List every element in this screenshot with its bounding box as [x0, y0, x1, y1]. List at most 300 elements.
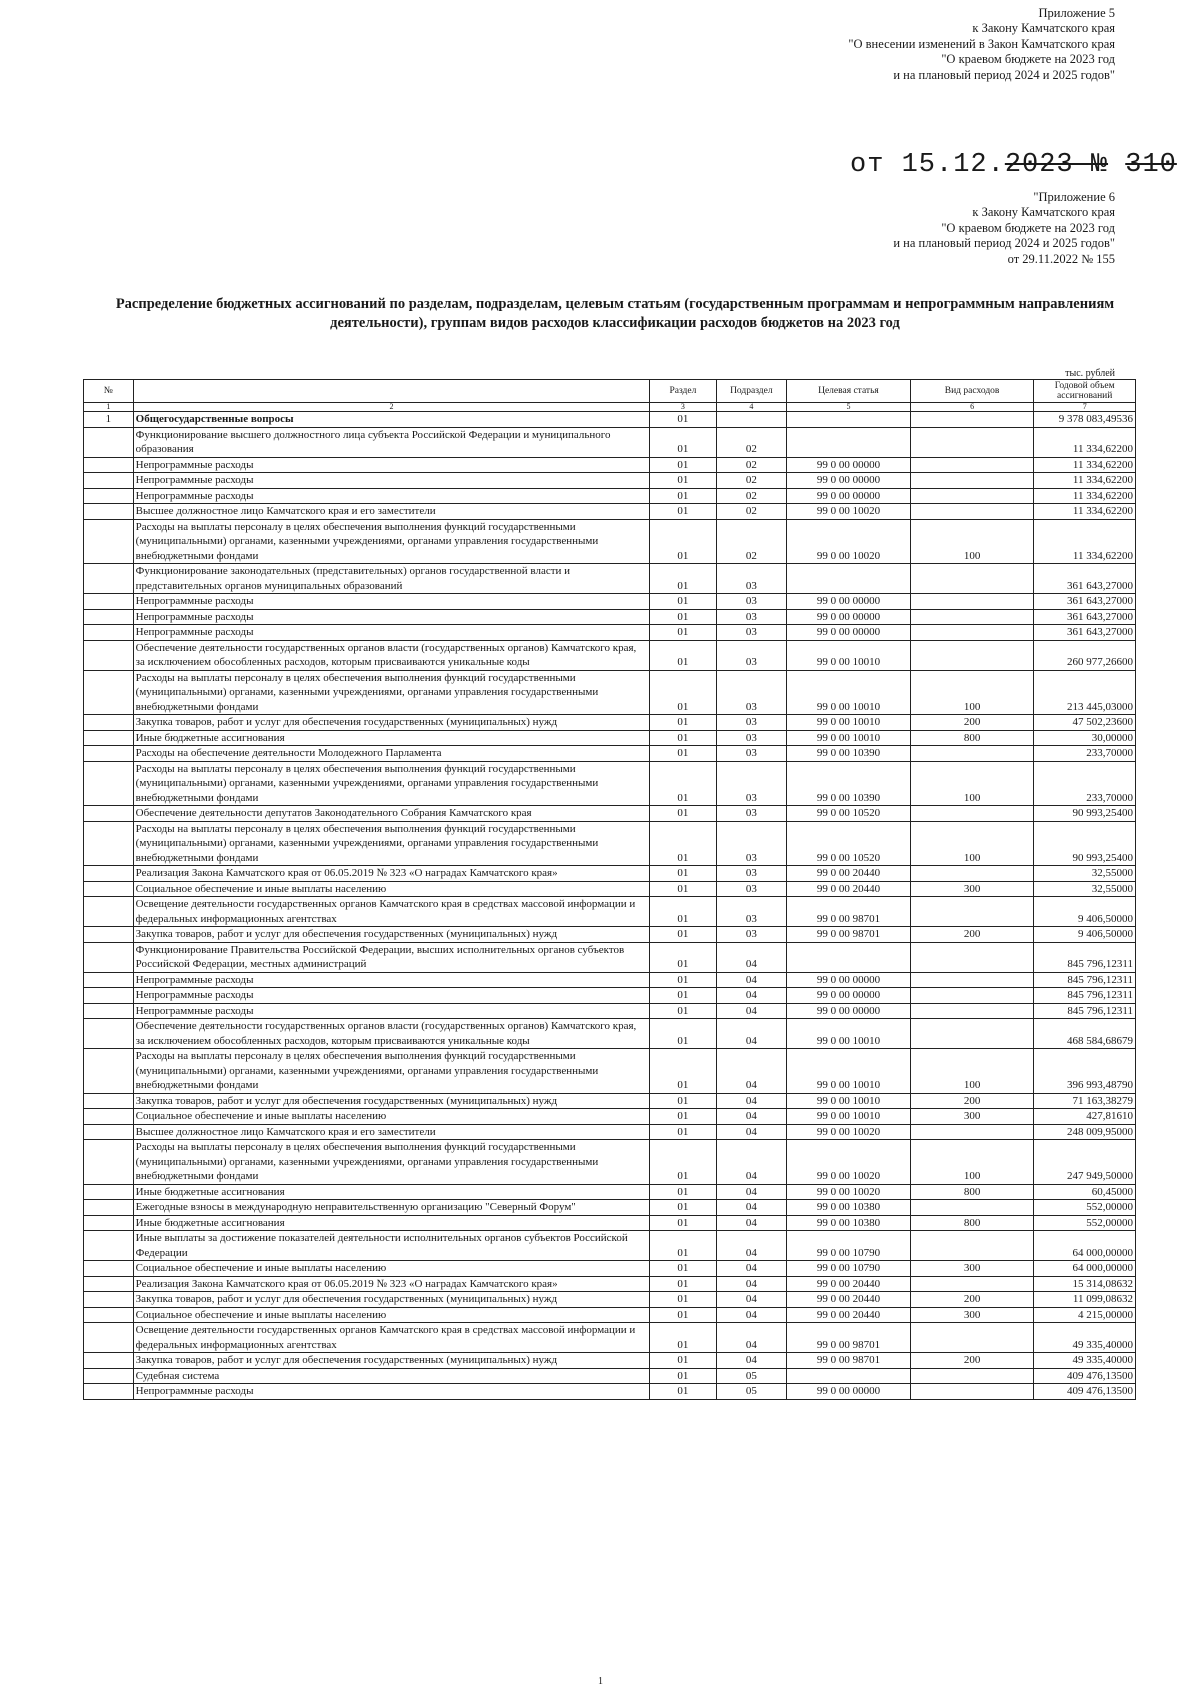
- row-amount: 32,55000: [1034, 881, 1136, 897]
- table-row: [84, 488, 1136, 504]
- row-number: [84, 1124, 134, 1140]
- row-name: Расходы на выплаты персоналу в целях обеспечения выполнения функций государственными (муниципальными) органами, казенными учреждениями, органами управления государственными внебюджетными фондами: [133, 670, 650, 715]
- row-subsection: 03: [716, 881, 787, 897]
- row-number: [84, 1276, 134, 1292]
- row-section: 01: [650, 594, 716, 610]
- row-expense-type: 200: [910, 1292, 1034, 1308]
- row-subsection: 02: [716, 488, 787, 504]
- row-subsection: 04: [716, 1140, 787, 1185]
- row-amount: 409 476,13500: [1034, 1368, 1136, 1384]
- table-row: [84, 1124, 1136, 1140]
- row-subsection: 03: [716, 625, 787, 641]
- row-name: Ежегодные взносы в международную неправительственную организацию "Северный Форум": [133, 1200, 650, 1216]
- table-row: [84, 988, 1136, 1004]
- table-row: [84, 1384, 1136, 1400]
- row-section: 01: [650, 972, 716, 988]
- row-target: 99 0 00 10790: [787, 1231, 911, 1261]
- row-amount: 247 949,50000: [1034, 1140, 1136, 1185]
- row-expense-type: 200: [910, 715, 1034, 731]
- row-expense-type: 200: [910, 1093, 1034, 1109]
- row-target: 99 0 00 20440: [787, 1307, 911, 1323]
- row-expense-type: [910, 1368, 1034, 1384]
- row-section: 01: [650, 881, 716, 897]
- row-amount: 552,00000: [1034, 1215, 1136, 1231]
- row-subsection: 04: [716, 1003, 787, 1019]
- row-subsection: 04: [716, 1276, 787, 1292]
- col-header-number: №: [84, 380, 134, 403]
- row-section: 01: [650, 427, 716, 457]
- col-header-expense-type: Вид расходов: [910, 380, 1034, 403]
- row-amount: 60,45000: [1034, 1184, 1136, 1200]
- row-number: [84, 1368, 134, 1384]
- row-subsection: 02: [716, 504, 787, 520]
- table-row: [84, 1140, 1136, 1185]
- row-number: [84, 1109, 134, 1125]
- row-subsection: 03: [716, 897, 787, 927]
- header-line: "Приложение 6: [1033, 190, 1115, 204]
- row-target: 99 0 00 00000: [787, 625, 911, 641]
- table-row: [84, 1353, 1136, 1369]
- table-row: [84, 881, 1136, 897]
- row-number: [84, 564, 134, 594]
- table-row: [84, 640, 1136, 670]
- table-row: [84, 1323, 1136, 1353]
- row-number: [84, 1184, 134, 1200]
- row-amount: 213 445,03000: [1034, 670, 1136, 715]
- table-row: [84, 625, 1136, 641]
- row-expense-type: [910, 488, 1034, 504]
- row-number: [84, 457, 134, 473]
- row-number: [84, 715, 134, 731]
- stamp-number: 310: [1125, 150, 1177, 180]
- row-section: 01: [650, 1093, 716, 1109]
- row-name: Непрограммные расходы: [133, 609, 650, 625]
- row-expense-type: [910, 412, 1034, 428]
- row-name: Закупка товаров, работ и услуг для обеспечения государственных (муниципальных) нужд: [133, 715, 650, 731]
- row-section: 01: [650, 488, 716, 504]
- row-target: 99 0 00 10010: [787, 1049, 911, 1094]
- row-section: 01: [650, 942, 716, 972]
- row-target: 99 0 00 00000: [787, 609, 911, 625]
- row-expense-type: 200: [910, 927, 1034, 943]
- row-subsection: 03: [716, 761, 787, 806]
- table-row: [84, 746, 1136, 762]
- row-target: 99 0 00 00000: [787, 488, 911, 504]
- header-line: "О внесении изменений в Закон Камчатского края: [848, 36, 1115, 51]
- row-name: Обеспечение деятельности депутатов Законодательного Собрания Камчатского края: [133, 806, 650, 822]
- row-target: [787, 427, 911, 457]
- row-number: [84, 609, 134, 625]
- row-number: [84, 504, 134, 520]
- row-amount: 49 335,40000: [1034, 1323, 1136, 1353]
- table-row: [84, 1049, 1136, 1094]
- row-section: 01: [650, 1261, 716, 1277]
- table-row: [84, 609, 1136, 625]
- row-section: 01: [650, 1109, 716, 1125]
- column-number-row: [84, 403, 1136, 412]
- row-amount: 361 643,27000: [1034, 594, 1136, 610]
- table-row: [84, 1292, 1136, 1308]
- row-number: [84, 988, 134, 1004]
- row-expense-type: 100: [910, 761, 1034, 806]
- row-expense-type: 200: [910, 1353, 1034, 1369]
- row-expense-type: [910, 1323, 1034, 1353]
- row-amount: 15 314,08632: [1034, 1276, 1136, 1292]
- row-expense-type: [910, 1231, 1034, 1261]
- row-expense-type: [910, 594, 1034, 610]
- row-section: 01: [650, 670, 716, 715]
- row-name: Освещение деятельности государственных органов Камчатского края в средствах массовой информации и федеральных информационных агентствах: [133, 897, 650, 927]
- header-line: "О краевом бюджете на 2023 год: [941, 220, 1115, 235]
- row-target: 99 0 00 98701: [787, 1353, 911, 1369]
- row-amount: 396 993,48790: [1034, 1049, 1136, 1094]
- row-section: 01: [650, 412, 716, 428]
- table-row: [84, 1276, 1136, 1292]
- row-amount: 233,70000: [1034, 746, 1136, 762]
- row-subsection: 03: [716, 594, 787, 610]
- table-row: [84, 1093, 1136, 1109]
- row-target: 99 0 00 00000: [787, 972, 911, 988]
- table-row: [84, 761, 1136, 806]
- row-name: Непрограммные расходы: [133, 488, 650, 504]
- row-section: 01: [650, 473, 716, 489]
- row-number: [84, 1231, 134, 1261]
- row-name: Расходы на выплаты персоналу в целях обеспечения выполнения функций государственными (муниципальными) органами, казенными учреждениями, органами управления государственными внебюджетными фондами: [133, 519, 650, 564]
- table-row: [84, 1109, 1136, 1125]
- row-expense-type: [910, 427, 1034, 457]
- row-amount: 64 000,00000: [1034, 1231, 1136, 1261]
- row-section: 01: [650, 761, 716, 806]
- row-target: 99 0 00 00000: [787, 1384, 911, 1400]
- row-expense-type: 300: [910, 1261, 1034, 1277]
- row-target: 99 0 00 10020: [787, 1140, 911, 1185]
- row-expense-type: [910, 746, 1034, 762]
- row-subsection: 04: [716, 1049, 787, 1094]
- header-line: Приложение 5: [1038, 6, 1115, 20]
- row-subsection: 04: [716, 1184, 787, 1200]
- row-number: [84, 942, 134, 972]
- page-number: 1: [598, 1676, 603, 1687]
- row-target: 99 0 00 10010: [787, 640, 911, 670]
- row-amount: 260 977,26600: [1034, 640, 1136, 670]
- table-row: [84, 504, 1136, 520]
- row-amount: 11 334,62200: [1034, 427, 1136, 457]
- row-target: 99 0 00 10520: [787, 806, 911, 822]
- row-section: 01: [650, 1019, 716, 1049]
- col-header-name: [133, 380, 650, 403]
- row-number: [84, 1323, 134, 1353]
- row-number: 1: [84, 412, 134, 428]
- row-number: [84, 1019, 134, 1049]
- row-subsection: 04: [716, 1353, 787, 1369]
- row-subsection: 04: [716, 1231, 787, 1261]
- table-row: [84, 1231, 1136, 1261]
- table-row: [84, 1200, 1136, 1216]
- row-amount: 361 643,27000: [1034, 564, 1136, 594]
- row-subsection: 05: [716, 1384, 787, 1400]
- col-number: 6: [910, 403, 1034, 412]
- row-number: [84, 730, 134, 746]
- row-expense-type: 300: [910, 881, 1034, 897]
- row-name: Функционирование законодательных (представительных) органов государственной власти и представительных органов муниципальных образований: [133, 564, 650, 594]
- row-number: [84, 488, 134, 504]
- row-section: 01: [650, 1200, 716, 1216]
- col-number: 3: [650, 403, 716, 412]
- row-expense-type: [910, 625, 1034, 641]
- row-target: 99 0 00 98701: [787, 927, 911, 943]
- row-expense-type: [910, 988, 1034, 1004]
- row-amount: 9 406,50000: [1034, 897, 1136, 927]
- row-amount: 11 334,62200: [1034, 488, 1136, 504]
- row-target: [787, 942, 911, 972]
- row-section: 01: [650, 519, 716, 564]
- row-section: 01: [650, 1276, 716, 1292]
- row-name: Расходы на обеспечение деятельности Молодежного Парламента: [133, 746, 650, 762]
- row-target: 99 0 00 10020: [787, 504, 911, 520]
- row-subsection: 04: [716, 972, 787, 988]
- table-row: [84, 594, 1136, 610]
- row-name: Социальное обеспечение и иные выплаты населению: [133, 1307, 650, 1323]
- row-expense-type: 100: [910, 670, 1034, 715]
- row-target: 99 0 00 20440: [787, 881, 911, 897]
- row-amount: 9 378 083,49536: [1034, 412, 1136, 428]
- header-line: к Закону Камчатского края: [972, 205, 1115, 220]
- table-row: [84, 866, 1136, 882]
- row-section: 01: [650, 927, 716, 943]
- row-amount: 11 099,08632: [1034, 1292, 1136, 1308]
- table-row: [84, 670, 1136, 715]
- row-amount: 845 796,12311: [1034, 942, 1136, 972]
- row-subsection: 04: [716, 1093, 787, 1109]
- row-name: Иные бюджетные ассигнования: [133, 1215, 650, 1231]
- row-section: 01: [650, 806, 716, 822]
- document-title: Распределение бюджетных ассигнований по разделам, подразделам, целевым статьям (государственным программам и непрограммным направлениям деятельности), группам видов расходов классификации расходов бюджетов на 2023 год: [115, 296, 1115, 331]
- row-number: [84, 625, 134, 641]
- col-number: 2: [133, 403, 650, 412]
- row-subsection: 03: [716, 730, 787, 746]
- row-section: 01: [650, 1292, 716, 1308]
- row-name: Закупка товаров, работ и услуг для обеспечения государственных (муниципальных) нужд: [133, 927, 650, 943]
- row-section: 01: [650, 640, 716, 670]
- row-name: Непрограммные расходы: [133, 1384, 650, 1400]
- row-expense-type: [910, 806, 1034, 822]
- row-name: Иные бюджетные ассигнования: [133, 1184, 650, 1200]
- row-number: [84, 594, 134, 610]
- row-amount: 11 334,62200: [1034, 457, 1136, 473]
- row-target: 99 0 00 10520: [787, 821, 911, 866]
- row-number: [84, 806, 134, 822]
- units-label: тыс. рублей: [1065, 368, 1115, 379]
- table-row: [84, 519, 1136, 564]
- row-amount: 47 502,23600: [1034, 715, 1136, 731]
- col-header-amount: Годовой объем ассигнований: [1034, 380, 1136, 403]
- row-subsection: 04: [716, 1292, 787, 1308]
- row-target: 99 0 00 00000: [787, 594, 911, 610]
- row-subsection: 04: [716, 1307, 787, 1323]
- row-name: Закупка товаров, работ и услуг для обеспечения государственных (муниципальных) нужд: [133, 1353, 650, 1369]
- row-number: [84, 761, 134, 806]
- row-section: 01: [650, 897, 716, 927]
- row-amount: 845 796,12311: [1034, 988, 1136, 1004]
- row-name: Непрограммные расходы: [133, 457, 650, 473]
- row-target: 99 0 00 20440: [787, 866, 911, 882]
- row-amount: 361 643,27000: [1034, 625, 1136, 641]
- row-name: Освещение деятельности государственных органов Камчатского края в средствах массовой информации и федеральных информационных агентствах: [133, 1323, 650, 1353]
- table-row: [84, 821, 1136, 866]
- appendix-previous: [893, 190, 1115, 267]
- row-target: [787, 564, 911, 594]
- row-amount: 30,00000: [1034, 730, 1136, 746]
- row-amount: 11 334,62200: [1034, 504, 1136, 520]
- row-subsection: 04: [716, 1109, 787, 1125]
- row-amount: 90 993,25400: [1034, 821, 1136, 866]
- header-line: "О краевом бюджете на 2023 год: [941, 52, 1115, 67]
- row-amount: 468 584,68679: [1034, 1019, 1136, 1049]
- table-row: [84, 564, 1136, 594]
- row-amount: 409 476,13500: [1034, 1384, 1136, 1400]
- row-expense-type: 800: [910, 1184, 1034, 1200]
- row-amount: 845 796,12311: [1034, 1003, 1136, 1019]
- row-section: 01: [650, 457, 716, 473]
- row-amount: 32,55000: [1034, 866, 1136, 882]
- row-subsection: 03: [716, 670, 787, 715]
- row-expense-type: [910, 866, 1034, 882]
- row-name: Непрограммные расходы: [133, 594, 650, 610]
- row-number: [84, 427, 134, 457]
- row-number: [84, 1307, 134, 1323]
- row-section: 01: [650, 1384, 716, 1400]
- row-amount: 248 009,95000: [1034, 1124, 1136, 1140]
- table-row: [84, 806, 1136, 822]
- row-name: Общегосударственные вопросы: [133, 412, 650, 428]
- row-name: Иные бюджетные ассигнования: [133, 730, 650, 746]
- table-body: [84, 412, 1136, 1400]
- row-amount: 233,70000: [1034, 761, 1136, 806]
- row-number: [84, 1093, 134, 1109]
- row-name: Закупка товаров, работ и услуг для обеспечения государственных (муниципальных) нужд: [133, 1093, 650, 1109]
- row-subsection: 04: [716, 1323, 787, 1353]
- row-subsection: 03: [716, 821, 787, 866]
- row-section: 01: [650, 1049, 716, 1094]
- table-row: [84, 715, 1136, 731]
- row-target: 99 0 00 20440: [787, 1276, 911, 1292]
- row-expense-type: 100: [910, 821, 1034, 866]
- row-expense-type: [910, 942, 1034, 972]
- row-name: Расходы на выплаты персоналу в целях обеспечения выполнения функций государственными (муниципальными) органами, казенными учреждениями, органами управления государственными внебюджетными фондами: [133, 821, 650, 866]
- row-number: [84, 640, 134, 670]
- row-target: 99 0 00 00000: [787, 457, 911, 473]
- row-expense-type: 800: [910, 1215, 1034, 1231]
- row-name: Непрограммные расходы: [133, 972, 650, 988]
- row-subsection: 03: [716, 640, 787, 670]
- table-row: [84, 1368, 1136, 1384]
- row-amount: 11 334,62200: [1034, 519, 1136, 564]
- row-amount: 552,00000: [1034, 1200, 1136, 1216]
- registration-stamp: [850, 150, 1177, 180]
- row-expense-type: 100: [910, 1049, 1034, 1094]
- row-section: 01: [650, 504, 716, 520]
- row-target: 99 0 00 10390: [787, 761, 911, 806]
- row-name: Расходы на выплаты персоналу в целях обеспечения выполнения функций государственными (муниципальными) органами, казенными учреждениями, органами управления государственными внебюджетными фондами: [133, 1049, 650, 1094]
- table-row: [84, 473, 1136, 489]
- row-number: [84, 670, 134, 715]
- row-name: Функционирование Правительства Российской Федерации, высших исполнительных органов субъектов Российской Федерации, местных администраций: [133, 942, 650, 972]
- row-name: Высшее должностное лицо Камчатского края и его заместители: [133, 1124, 650, 1140]
- row-expense-type: [910, 1019, 1034, 1049]
- row-amount: 427,81610: [1034, 1109, 1136, 1125]
- col-header-subsection: Подраздел: [716, 380, 787, 403]
- row-section: 01: [650, 564, 716, 594]
- row-subsection: 03: [716, 564, 787, 594]
- row-number: [84, 1292, 134, 1308]
- row-subsection: 04: [716, 942, 787, 972]
- row-section: 01: [650, 988, 716, 1004]
- row-expense-type: 100: [910, 519, 1034, 564]
- row-subsection: 04: [716, 1200, 787, 1216]
- row-subsection: 04: [716, 1124, 787, 1140]
- row-amount: 4 215,00000: [1034, 1307, 1136, 1323]
- row-target: 99 0 00 10020: [787, 1124, 911, 1140]
- row-name: Расходы на выплаты персоналу в целях обеспечения выполнения функций государственными (муниципальными) органами, казенными учреждениями, органами управления государственными внебюджетными фондами: [133, 761, 650, 806]
- table-row: [84, 942, 1136, 972]
- row-name: Непрограммные расходы: [133, 625, 650, 641]
- row-number: [84, 1140, 134, 1185]
- row-section: 01: [650, 1124, 716, 1140]
- row-number: [84, 821, 134, 866]
- row-section: 01: [650, 730, 716, 746]
- row-expense-type: [910, 504, 1034, 520]
- table-row: [84, 1261, 1136, 1277]
- row-amount: 9 406,50000: [1034, 927, 1136, 943]
- row-target: 99 0 00 10380: [787, 1200, 911, 1216]
- table-row: [84, 927, 1136, 943]
- row-name: Функционирование высшего должностного лица субъекта Российской Федерации и муниципального образования: [133, 427, 650, 457]
- row-target: [787, 1368, 911, 1384]
- table-header-row: [84, 380, 1136, 403]
- row-number: [84, 473, 134, 489]
- col-header-target: Целевая статья: [787, 380, 911, 403]
- row-number: [84, 881, 134, 897]
- row-subsection: 03: [716, 806, 787, 822]
- row-expense-type: 800: [910, 730, 1034, 746]
- col-number: 4: [716, 403, 787, 412]
- table-row: [84, 1307, 1136, 1323]
- row-subsection: 03: [716, 746, 787, 762]
- table-row: [84, 897, 1136, 927]
- row-number: [84, 1049, 134, 1094]
- row-expense-type: [910, 1003, 1034, 1019]
- col-number: 5: [787, 403, 911, 412]
- row-number: [84, 972, 134, 988]
- row-section: 01: [650, 1323, 716, 1353]
- row-expense-type: [910, 897, 1034, 927]
- row-target: 99 0 00 00000: [787, 473, 911, 489]
- table-row: [84, 1215, 1136, 1231]
- row-section: 01: [650, 1307, 716, 1323]
- table-row: [84, 1019, 1136, 1049]
- row-number: [84, 1261, 134, 1277]
- col-header-section: Раздел: [650, 380, 716, 403]
- row-number: [84, 519, 134, 564]
- row-section: 01: [650, 625, 716, 641]
- row-target: 99 0 00 10010: [787, 1019, 911, 1049]
- row-number: [84, 927, 134, 943]
- row-subsection: 04: [716, 1215, 787, 1231]
- row-target: 99 0 00 10390: [787, 746, 911, 762]
- row-name: Непрограммные расходы: [133, 1003, 650, 1019]
- row-name: Обеспечение деятельности государственных органов власти (государственных органов) Камчатского края, за исключением обособленных расходов, которым присваиваются уникальные коды: [133, 1019, 650, 1049]
- row-target: 99 0 00 10020: [787, 1184, 911, 1200]
